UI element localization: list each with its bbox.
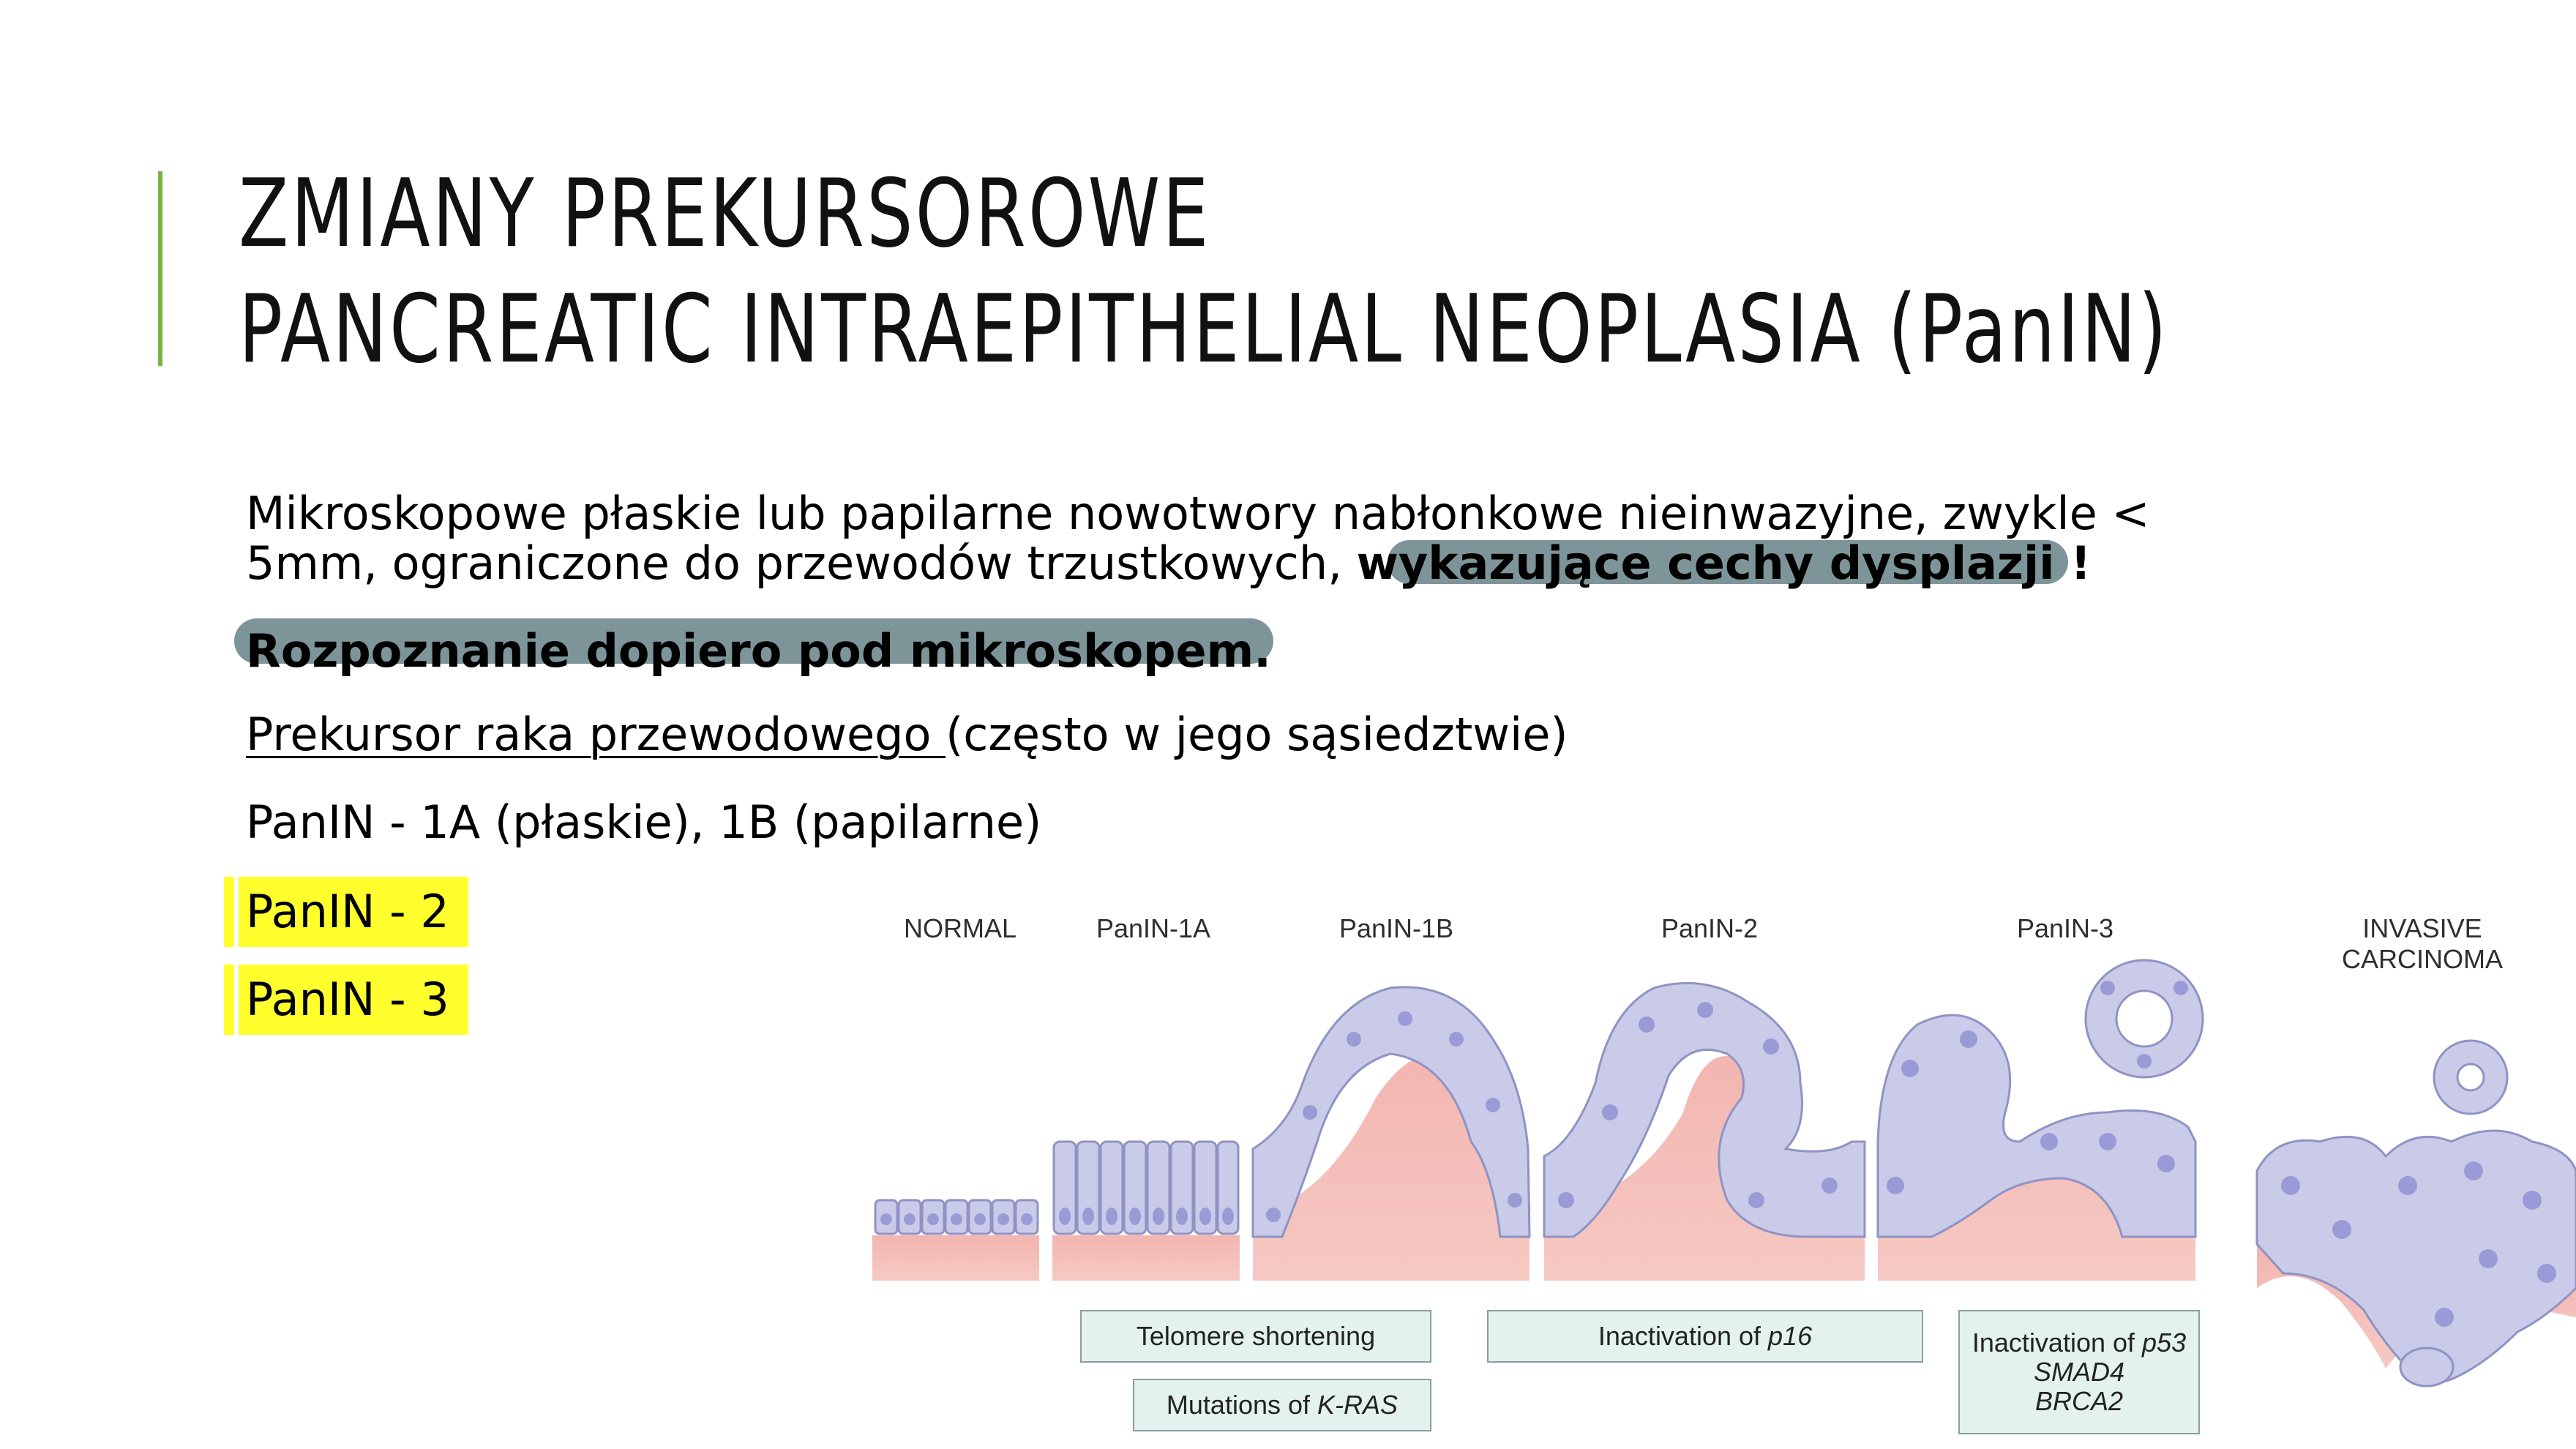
nucleus (2157, 1155, 2175, 1172)
box-p53-smad4-brca2 (1958, 1310, 2200, 1434)
nucleus (1303, 1105, 1317, 1120)
nucleus (1199, 1208, 1211, 1225)
nucleus (1821, 1177, 1838, 1194)
nucleus (1449, 1032, 1464, 1046)
stage-label-normal: NORMAL (903, 913, 1017, 943)
nucleus (1398, 1011, 1412, 1026)
nucleus (1059, 1208, 1071, 1225)
p53-prefix: Inactivation of (1972, 1328, 2143, 1358)
p53-text (1960, 1328, 2198, 1358)
nucleus (2332, 1220, 2351, 1239)
nucleus (2435, 1308, 2454, 1327)
nucleus (951, 1213, 962, 1225)
paragraph-panin1: PanIN - 1A (płaskie), 1B (papilarne) (246, 795, 1042, 849)
stage-label-invasive-line2: CARCINOMA (2341, 944, 2503, 974)
nucleus (2281, 1176, 2300, 1195)
stage-label-panin1a: PanIN-1A (1096, 913, 1211, 943)
epithelium-invasive (2257, 1131, 2576, 1383)
nucleus (1602, 1104, 1618, 1120)
nucleus (1748, 1192, 1764, 1208)
panin2-label: PanIN - 2 (246, 885, 449, 938)
box-p16-inactivation (1487, 1310, 1923, 1363)
telomere-text: Telomere shortening (1136, 1321, 1376, 1351)
paragraph-diagnosis: Rozpoznanie dopiero pod mikroskopem. (246, 624, 1271, 678)
title-line-2: PANCREATIC INTRAEPITHELIAL NEOPLASIA (PanIN) (239, 275, 2169, 384)
nucleus (1697, 1002, 1713, 1018)
stroma-panin1a (1052, 1235, 1240, 1281)
nucleus (1222, 1208, 1234, 1225)
nucleus (2398, 1176, 2417, 1195)
nucleus (2174, 981, 2188, 995)
nucleus (1129, 1208, 1141, 1225)
nucleus (1021, 1213, 1033, 1225)
nucleus (2099, 1133, 2116, 1150)
smad4-gene: SMAD4 (2033, 1357, 2125, 1387)
nucleus (2040, 1133, 2058, 1150)
nucleus (1558, 1192, 1574, 1208)
nucleus (1901, 1060, 1919, 1077)
rosette-lumen (2116, 991, 2172, 1046)
box-kras-mutation (1133, 1379, 1431, 1431)
nucleus (1887, 1177, 1904, 1194)
nucleus (2523, 1191, 2542, 1210)
nucleus (1082, 1208, 1094, 1225)
nucleus (1153, 1208, 1164, 1225)
stage-label-invasive-line1: INVASIVE (2362, 913, 2482, 943)
definition-dysplasia-bold: wykazujące cechy dysplazji ! (1356, 536, 2092, 590)
brca2-gene: BRCA2 (2034, 1386, 2124, 1416)
nucleus (1266, 1208, 1281, 1222)
stage-label-panin3: PanIN-3 (2016, 913, 2114, 943)
kras-prefix: Mutations of (1166, 1390, 1318, 1420)
p16-prefix: Inactivation of (1598, 1321, 1769, 1351)
nucleus (1508, 1193, 1522, 1208)
stage-label-panin1b: PanIN-1B (1338, 913, 1454, 943)
cell-cluster-invasive (2400, 1348, 2453, 1386)
nucleus (974, 1213, 986, 1225)
panin3-label: PanIN - 3 (246, 973, 449, 1026)
nucleus (1486, 1098, 1500, 1112)
definition-line-2: 5mm, ograniczone do przewodów trzustkowych, (246, 536, 1357, 590)
nucleus (1763, 1038, 1779, 1055)
nucleus (2100, 981, 2115, 995)
p16-text (1489, 1322, 1922, 1351)
nucleus (1960, 1030, 1977, 1048)
kras-gene: K-RAS (1317, 1390, 1399, 1420)
stroma-normal (872, 1235, 1039, 1281)
nucleus (1347, 1032, 1361, 1046)
precursor-rest: (często w jego sąsiedztwie) (946, 708, 1568, 761)
nucleus (2464, 1161, 2483, 1180)
nucleus (2537, 1264, 2556, 1283)
nucleus (927, 1213, 939, 1225)
nucleus (997, 1213, 1009, 1225)
kras-text (1134, 1390, 1430, 1420)
stage-label-panin2: PanIN-2 (1660, 913, 1759, 943)
box-telomere-shortening (1080, 1310, 1431, 1363)
nucleus (2137, 1054, 2152, 1068)
nucleus (1106, 1208, 1117, 1225)
p53-gene: p53 (2142, 1328, 2187, 1358)
rosette-lumen (2457, 1064, 2484, 1090)
nucleus (904, 1213, 916, 1225)
p16-gene: p16 (1768, 1321, 1813, 1351)
nucleus (2479, 1249, 2498, 1268)
title-line-1: ZMIANY PREKURSOROWE (239, 160, 1211, 269)
nucleus (880, 1213, 892, 1225)
nucleus (1176, 1208, 1188, 1225)
definition-line-1: Mikroskopowe płaskie lub papilarne nowotwory nabłonkowe nieinwazyjne, zwykle < (246, 487, 2150, 540)
nucleus (1639, 1016, 1655, 1033)
precursor-underlined: Prekursor raka przewodowego (246, 708, 946, 761)
